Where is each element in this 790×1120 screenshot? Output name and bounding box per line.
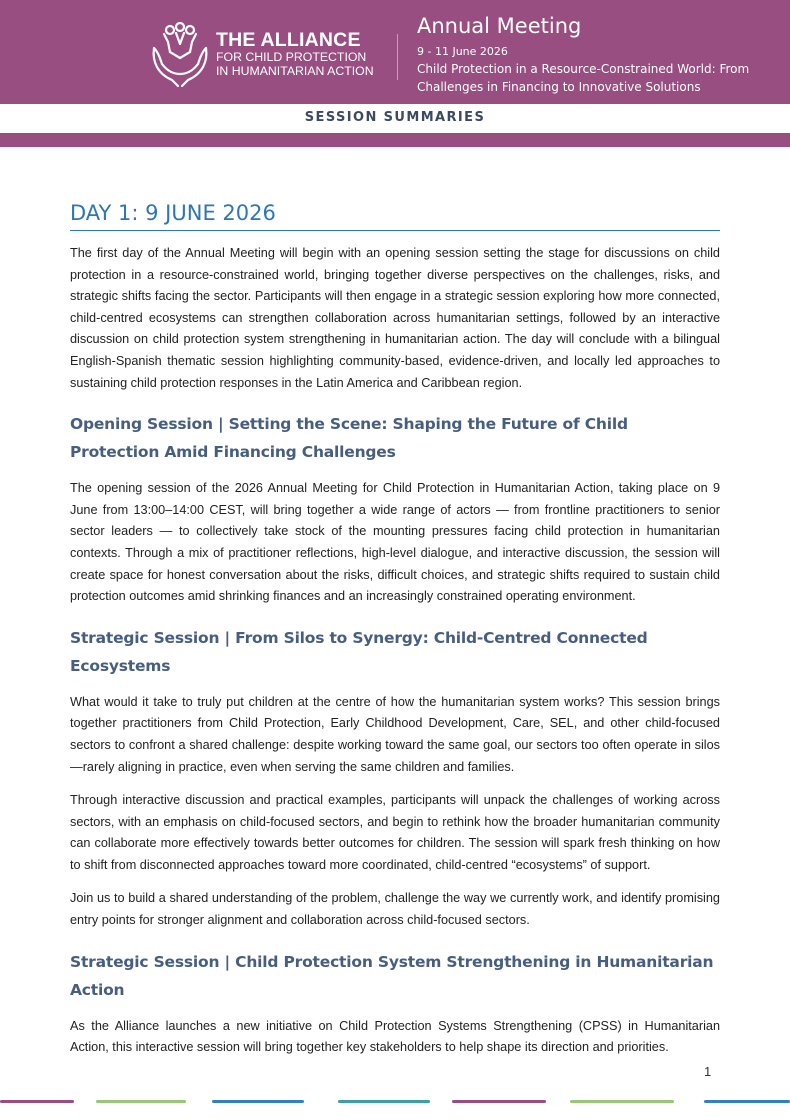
session-title-cpss: Strategic Session | Child Protection System Strengthening in Humanitarian Action (70, 952, 714, 999)
meeting-theme: Child Protection in a Resource-Constrained World: From Challenges in Financing to Innovative Solutions (417, 62, 750, 94)
session-title-opening: Opening Session | Setting the Scene: Shaping the Future of Child Protection Amid Financing Challenges (70, 415, 628, 462)
day-heading: DAY 1: 9 JUNE 2026 (70, 198, 720, 231)
org-subtitle-line-2: IN HUMANITARIAN ACTION (216, 63, 374, 78)
session-paragraph: Join us to build a shared understanding of the problem, challenge the way we currently work, and identify promising entry points for stronger alignment and collaboration across child-focused sectors. (70, 891, 720, 928)
footer-line-teal (338, 1100, 430, 1103)
meeting-title: Annual Meeting (417, 14, 582, 38)
session-paragraph: What would it take to truly put children at the centre of how the humanitarian system works? This session brings together practitioners from Child Protection, Early Childhood Development, Care, SEL, and other child-focused sectors to confront a shared challenge: despite working toward the same goal, our sectors too often operate in silos—rarely aligning in practice, even when serving the same children and families. (70, 694, 720, 774)
session-paragraph: Through interactive discussion and practical examples, participants will unpack the challenges of working across sectors, with an emphasis on child-focused sectors, and begin to rethink how the broader humanitarian community can collaborate more effectively towards better outcomes for children. The session will spark fresh thinking on how to shift from disconnected approaches toward more coordinated, child-centred “ecosystems” of support. (70, 793, 720, 872)
footer-line-blue-2 (704, 1100, 790, 1103)
header-divider (397, 34, 398, 80)
footer-line-purple (0, 1100, 74, 1103)
org-name: THE ALLIANCE (216, 29, 361, 51)
section-label: SESSION SUMMARIES (304, 110, 486, 125)
day-intro-paragraph: The first day of the Annual Meeting will begin with an opening session setting the stage for discussions on child protection in a resource-constrained world, bringing together diverse perspectives on the challenges, risks, and strategic shifts facing the sector. Participants will then engage in a strategic session exploring how more connected, child-centred ecosystems can strengthen collaboration across humanitarian settings, followed by an interactive discussion on child protection system strengthening in humanitarian action. The day will conclude with a bilingual English-Spanish thematic session highlighting community-based, evidence-driven, and locally led approaches to sustaining child protection responses in the Latin America and Caribbean region. (70, 246, 720, 390)
page-content (70, 198, 720, 1059)
footer-line-blue (212, 1100, 304, 1103)
session-paragraph: The opening session of the 2026 Annual Meeting for Child Protection in Humanitarian Action, taking place on 9 June from 13:00–14:00 CEST, will bring together a wide range of actors — from frontline practitioners to senior sector leaders — to collectively take stock of the mounting pressures facing child protection in humanitarian contexts. Through a mix of practitioner reflections, high-level dialogue, and interactive discussion, the session will create space for honest conversation about the risks, difficult choices, and strategic shifts required to sustain child protection outcomes amid shrinking finances and an increasingly constrained operating environment. (70, 481, 720, 604)
session-title-silos-to-synergy: Strategic Session | From Silos to Synergy: Child-Centred Connected Ecosystems (70, 628, 648, 675)
footer-line-green (96, 1100, 186, 1103)
section-band (0, 104, 790, 133)
page-number: 1 (704, 1064, 712, 1079)
header-bottom-bar (0, 133, 790, 147)
meeting-dates: 9 - 11 June 2026 (417, 45, 508, 58)
session-paragraph: As the Alliance launches a new initiative on Child Protection Systems Strengthening (CPSS) in Humanitarian Action, this interactive session will bring together key stakeholders to help shape its direction and priorities. (70, 1018, 720, 1055)
footer-line-purple-2 (452, 1100, 546, 1103)
hands-holding-children-icon (150, 22, 210, 90)
meeting-info (417, 12, 787, 96)
org-subtitle-line-1: FOR CHILD PROTECTION (216, 50, 367, 64)
page-header (0, 0, 790, 104)
org-name-block (216, 29, 374, 78)
footer-line-green-2 (570, 1100, 674, 1103)
